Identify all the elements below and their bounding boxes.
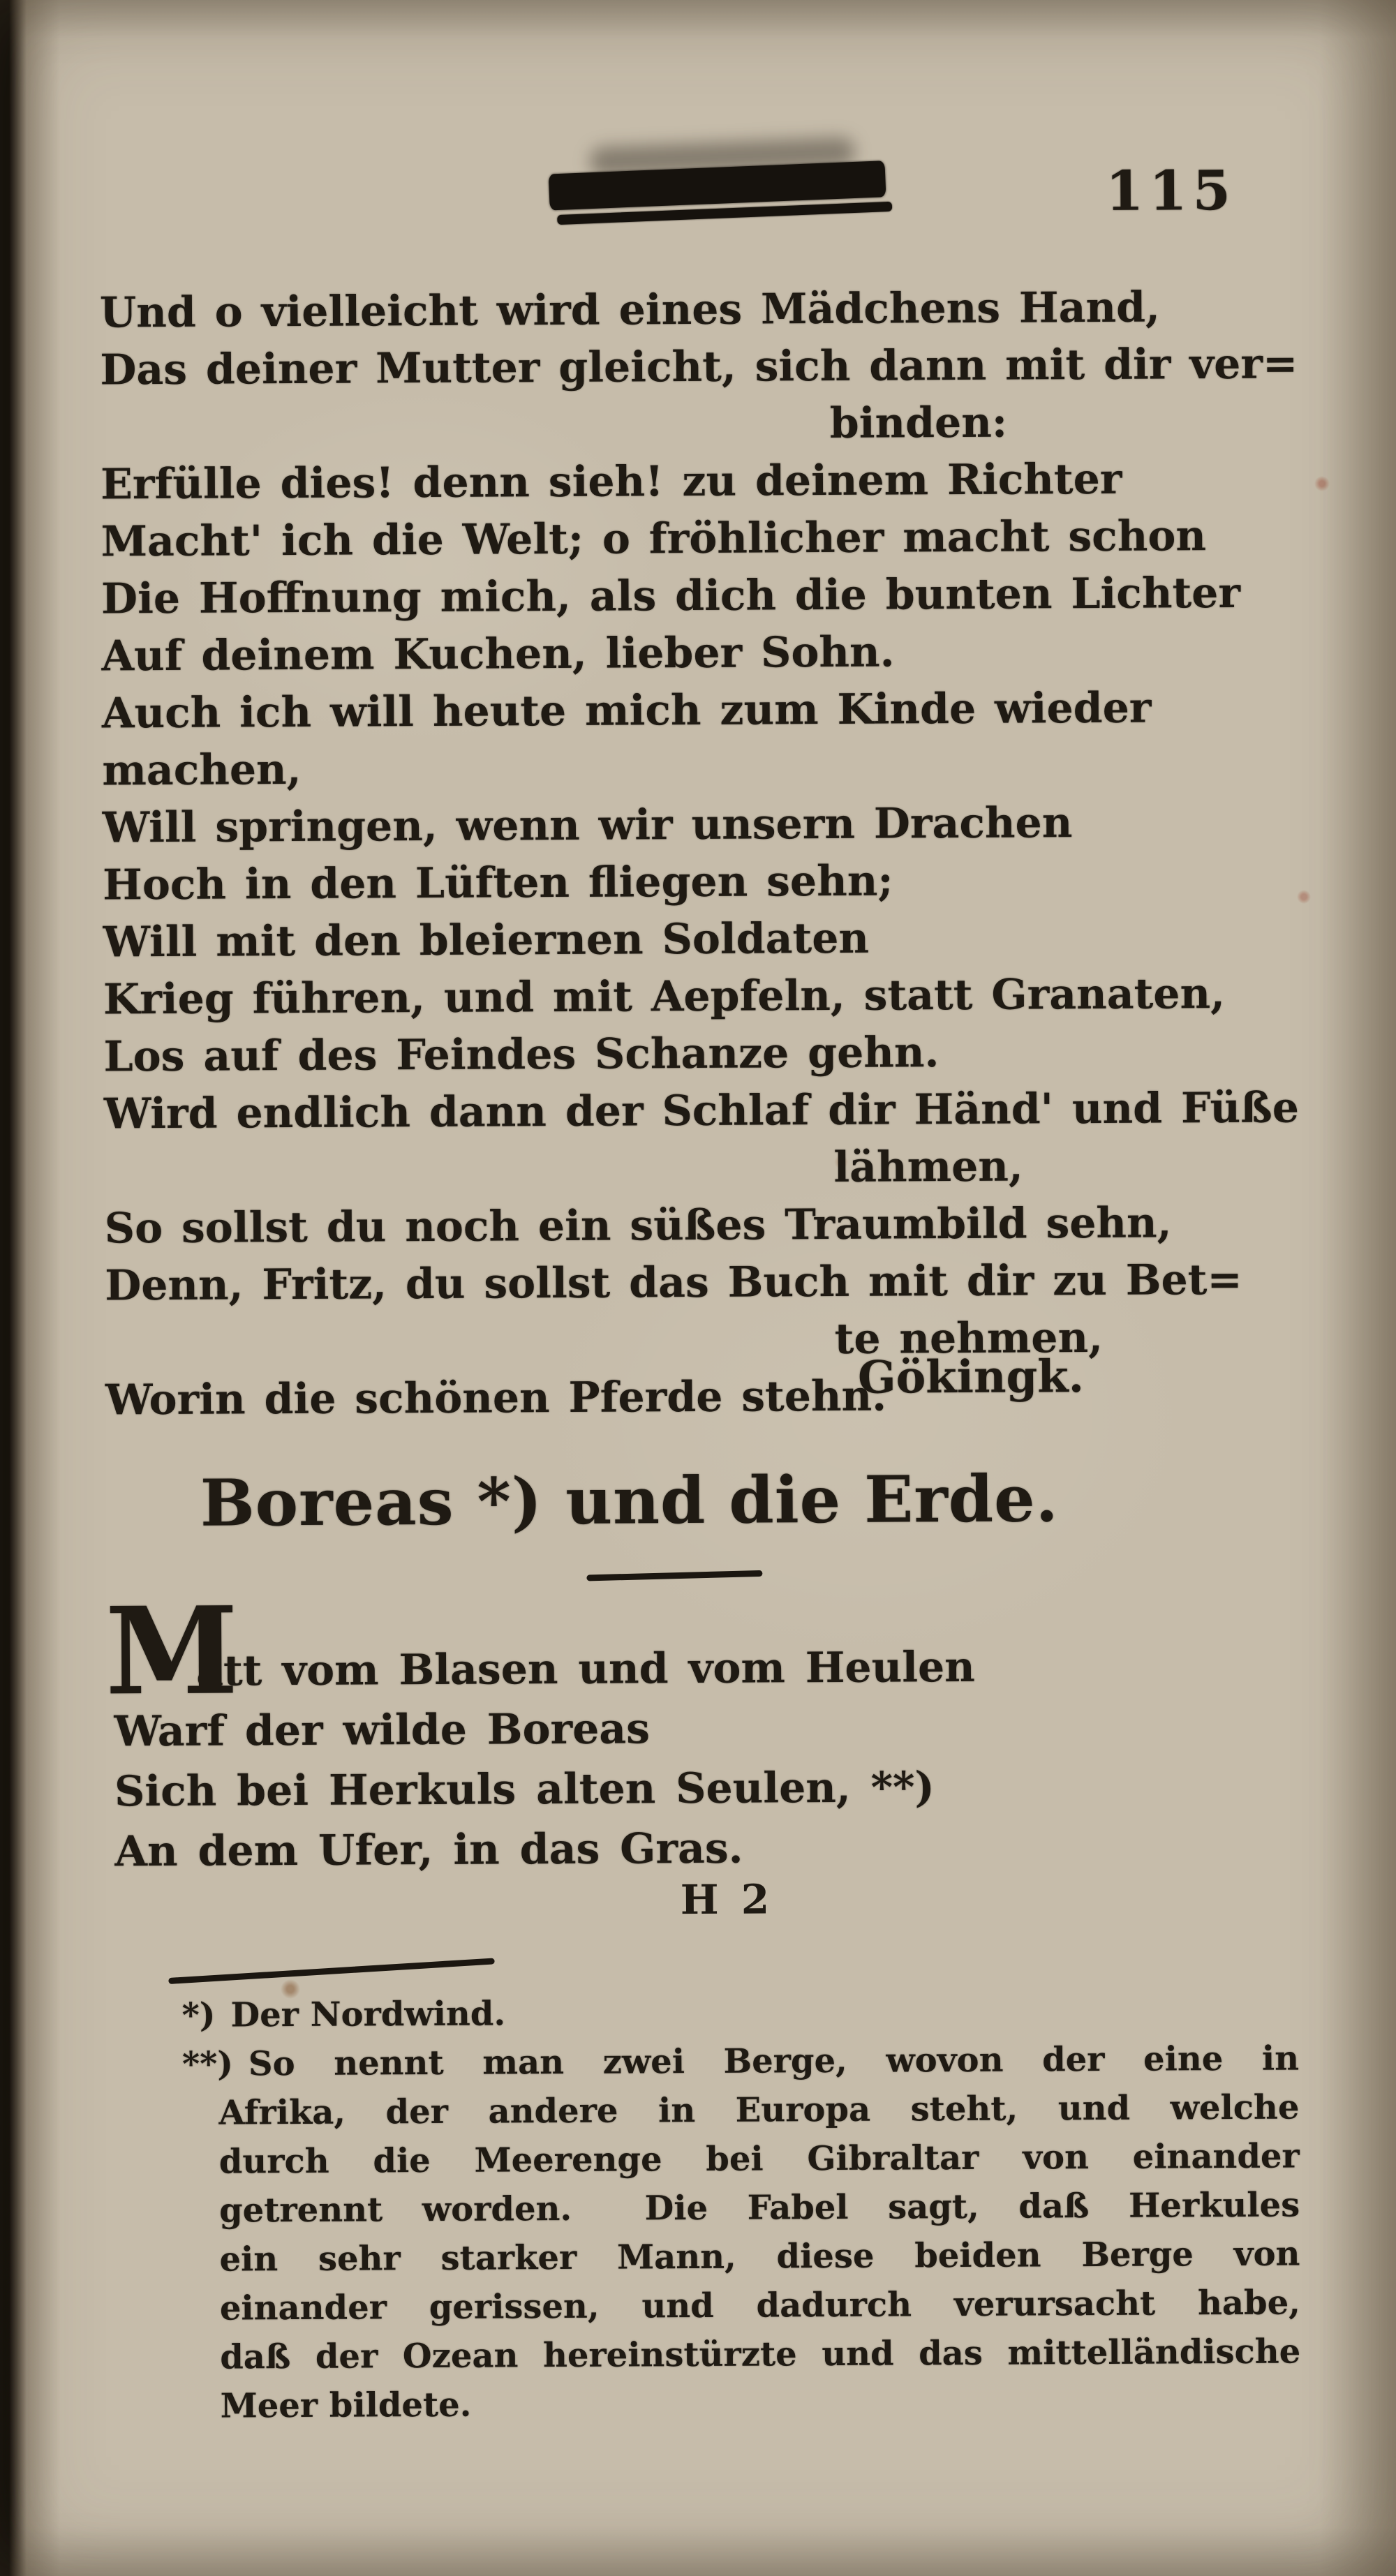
footnote [182, 1986, 1299, 2040]
title-rule [586, 1570, 762, 1581]
page-number: 115 [1105, 158, 1237, 223]
drop-cap: M [105, 1579, 239, 1722]
poem-line: Will mit den bleiernen Soldaten [103, 914, 870, 967]
poem-line: Die Hoffnung mich, als dich die bunten Lichter [101, 568, 1241, 624]
poem-line: Das deiner Mutter gleicht, sich dann mit dir ver= [100, 339, 1298, 395]
footnote-line: einander gerissen, und dadurch verursacht habe, [219, 2283, 1301, 2328]
footnote-line: Meer bildete. [220, 2385, 472, 2426]
stanza-line: An dem Ufer, in das Gras. [114, 1824, 743, 1877]
binding-edge-shadow [0, 0, 63, 2576]
poem-line: Hoch in den Lüften fliegen sehn; [103, 856, 893, 910]
poem-line: Erfülle dies! denn sieh! zu deinem Richter [101, 454, 1122, 509]
poem-line: te nehmen, [834, 1313, 1104, 1364]
footnote-line: daß der Ozean hereinstürzte und das mittelländische [220, 2332, 1301, 2377]
footnote-marker: *) [181, 1995, 216, 2035]
poem-line: lähmen, [833, 1142, 1023, 1192]
footnotes-block [182, 1986, 1301, 2431]
stanza-line: Warf der wilde Boreas [114, 1704, 651, 1757]
poem-line: Will springen, wenn wir unsern Drachen [102, 798, 1073, 853]
poem-line: Denn, Fritz, du sollst das Buch mit dir zu Bet= [105, 1255, 1242, 1311]
poem-line: Auf deinem Kuchen, lieber Sohn. [101, 627, 895, 681]
footnote-text: Der Nordwind. [230, 1994, 506, 2035]
poem-line: Worin die schönen Pferde stehn. [105, 1371, 887, 1425]
poem-line: Auch ich will heute mich zum Kinde wieder machen, [101, 683, 1152, 796]
footnote-text: So nennt man zwei Berge, wovon der eine in [248, 2039, 1300, 2084]
poem-line: Und o vielleicht wird eines Mädchens Hand, [99, 283, 1161, 338]
stanza-line: Sich bei Herkuls alten Seulen, **) [114, 1763, 935, 1817]
printer-signature-mark: H 2 [680, 1875, 774, 1924]
poem-line: Los auf des Feindes Schanze gehn. [103, 1028, 940, 1082]
footnote-line: durch die Meerenge bei Gibraltar von einander [218, 2136, 1300, 2182]
footnote-line: getrennt worden. Die Fabel sagt, daß Herkules [219, 2185, 1300, 2231]
footnote-line: ein sehr starker Mann, diese beiden Berge von [219, 2234, 1300, 2279]
footnote-separator-rule [168, 1958, 495, 1984]
poem-line: Krieg führen, und mit Aepfeln, statt Granaten, [103, 969, 1226, 1025]
stanza-line [105, 1579, 1300, 1722]
poem-stanza [105, 1579, 1302, 1882]
footnote-marker: **) [181, 2044, 234, 2084]
poem-ending-block [100, 278, 1335, 1429]
poem-line: binden: [829, 398, 1008, 448]
section-title: Boreas *) und die Erde. [200, 1461, 1059, 1541]
footnote-line [182, 2034, 1299, 2089]
poem-attribution: Gökingk. [857, 1350, 1085, 1404]
poem-line: So sollst du noch ein süßes Traumbild sehn, [104, 1198, 1172, 1253]
footnote-line: Afrika, der andere in Europa steht, und welche [218, 2087, 1300, 2133]
poem-line: Wird endlich dann der Schlaf dir Händ' und Füße [103, 1083, 1300, 1139]
header-ornament-double-rule [549, 161, 887, 225]
poem-line: Macht' ich die Welt; o fröhlicher macht schon [101, 512, 1207, 567]
stanza-line-text: att vom Blasen und vom Heulen [195, 1642, 976, 1696]
